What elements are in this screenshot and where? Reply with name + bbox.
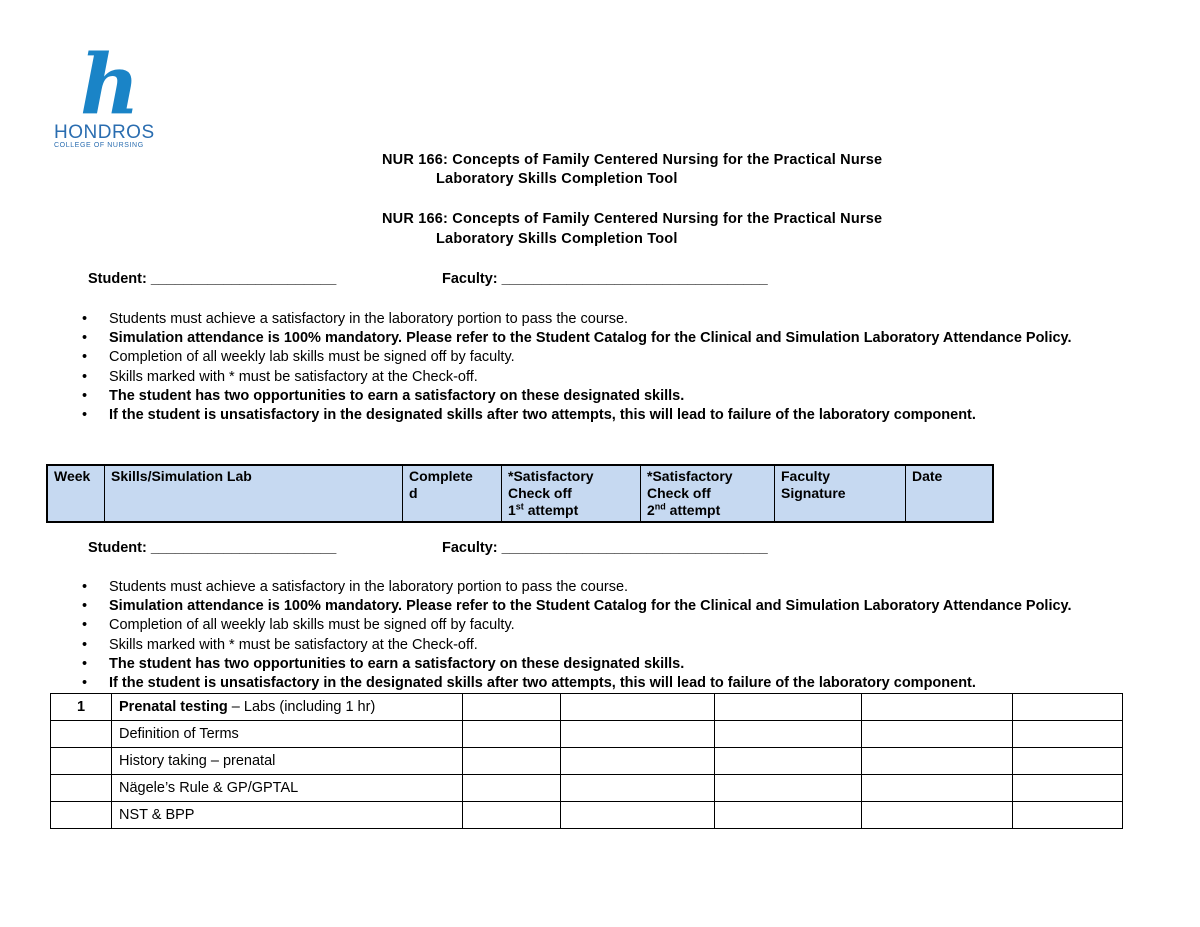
date-cell[interactable] xyxy=(1013,721,1123,748)
completed-cell[interactable] xyxy=(463,775,561,802)
requirement-item: • The student has two opportunities to earn a satisfactory on these designated skills. xyxy=(80,655,1160,674)
first-attempt-cell[interactable] xyxy=(561,802,715,829)
week-cell xyxy=(51,721,112,748)
completed-cell[interactable] xyxy=(463,802,561,829)
document-title-repeat: NUR 166: Concepts of Family Centered Nursing for the Practical Nurse xyxy=(382,211,883,227)
faculty-signature-cell[interactable] xyxy=(862,748,1013,775)
document-subtitle: Laboratory Skills Completion Tool xyxy=(436,171,678,187)
faculty-signature-line: Faculty: _________________________________ xyxy=(442,271,768,287)
second-attempt-cell[interactable] xyxy=(715,748,862,775)
skills-table-header xyxy=(46,464,994,523)
faculty-signature-line-repeat: Faculty: _________________________________ xyxy=(442,540,768,556)
requirement-item: • Students must achieve a satisfactory in the laboratory portion to pass the course. xyxy=(80,578,1160,597)
skills-table-body xyxy=(50,693,1123,829)
header-skills: Skills/Simulation Lab xyxy=(105,465,403,522)
requirements-list xyxy=(80,310,1160,425)
requirement-item: • Completion of all weekly lab skills must be signed off by faculty. xyxy=(80,616,1160,635)
requirement-item: • Simulation attendance is 100% mandatory. Please refer to the Student Catalog for the Clinical and Simulation Laboratory Attendance Policy. xyxy=(80,329,1160,348)
student-signature-line-repeat: Student: _______________________ xyxy=(88,540,337,556)
header-week: Week xyxy=(47,465,105,522)
college-logo-name: HONDROS xyxy=(54,122,155,143)
requirement-item: • Completion of all weekly lab skills must be signed off by faculty. xyxy=(80,348,1160,367)
skill-cell: Definition of Terms xyxy=(112,721,463,748)
table-row xyxy=(51,694,1123,721)
requirement-item: • Skills marked with * must be satisfactory at the Check-off. xyxy=(80,636,1160,655)
skill-cell: Nägele’s Rule & GP/GPTAL xyxy=(112,775,463,802)
faculty-signature-cell[interactable] xyxy=(862,721,1013,748)
requirements-list-repeat xyxy=(80,578,1160,693)
completed-cell[interactable] xyxy=(463,748,561,775)
requirement-item: • Simulation attendance is 100% mandatory. Please refer to the Student Catalog for the Clinical and Simulation Laboratory Attendance Policy. xyxy=(80,597,1160,616)
faculty-signature-cell[interactable] xyxy=(862,694,1013,721)
college-logo-mark: h xyxy=(80,37,138,133)
date-cell[interactable] xyxy=(1013,775,1123,802)
requirement-item: • If the student is unsatisfactory in the designated skills after two attempts, this will lead to failure of the laboratory component. xyxy=(80,406,1160,425)
skill-cell: NST & BPP xyxy=(112,802,463,829)
header-completed: Complete d xyxy=(403,465,502,522)
completed-cell[interactable] xyxy=(463,721,561,748)
table-row xyxy=(51,775,1123,802)
table-row xyxy=(51,802,1123,829)
college-logo-subtitle: COLLEGE OF NURSING xyxy=(54,142,144,149)
requirement-item: • If the student is unsatisfactory in the designated skills after two attempts, this will lead to failure of the laboratory component. xyxy=(80,674,1160,693)
table-row xyxy=(51,748,1123,775)
faculty-signature-cell[interactable] xyxy=(862,802,1013,829)
first-attempt-cell[interactable] xyxy=(561,721,715,748)
second-attempt-cell[interactable] xyxy=(715,802,862,829)
header-faculty-signature: Faculty Signature xyxy=(775,465,906,522)
second-attempt-cell[interactable] xyxy=(715,721,862,748)
week-cell xyxy=(51,748,112,775)
skill-cell: Prenatal testing – Labs (including 1 hr) xyxy=(112,694,463,721)
first-attempt-cell[interactable] xyxy=(561,694,715,721)
date-cell[interactable] xyxy=(1013,748,1123,775)
date-cell[interactable] xyxy=(1013,694,1123,721)
second-attempt-cell[interactable] xyxy=(715,694,862,721)
second-attempt-cell[interactable] xyxy=(715,775,862,802)
first-attempt-cell[interactable] xyxy=(561,775,715,802)
week-cell: 1 xyxy=(51,694,112,721)
faculty-signature-cell[interactable] xyxy=(862,775,1013,802)
completed-cell[interactable] xyxy=(463,694,561,721)
header-date: Date xyxy=(906,465,994,522)
table-row xyxy=(51,721,1123,748)
header-first-attempt: *Satisfactory Check off 1st attempt xyxy=(502,465,641,522)
student-signature-line: Student: _______________________ xyxy=(88,271,337,287)
requirement-item: • Skills marked with * must be satisfactory at the Check-off. xyxy=(80,368,1160,387)
header-second-attempt: *Satisfactory Check off 2nd attempt xyxy=(641,465,775,522)
week-cell xyxy=(51,775,112,802)
requirement-item: • The student has two opportunities to earn a satisfactory on these designated skills. xyxy=(80,387,1160,406)
skill-cell: History taking – prenatal xyxy=(112,748,463,775)
requirement-item: • Students must achieve a satisfactory in the laboratory portion to pass the course. xyxy=(80,310,1160,329)
date-cell[interactable] xyxy=(1013,802,1123,829)
week-cell xyxy=(51,802,112,829)
document-title: NUR 166: Concepts of Family Centered Nursing for the Practical Nurse xyxy=(382,152,883,168)
first-attempt-cell[interactable] xyxy=(561,748,715,775)
document-subtitle-repeat: Laboratory Skills Completion Tool xyxy=(436,231,678,247)
